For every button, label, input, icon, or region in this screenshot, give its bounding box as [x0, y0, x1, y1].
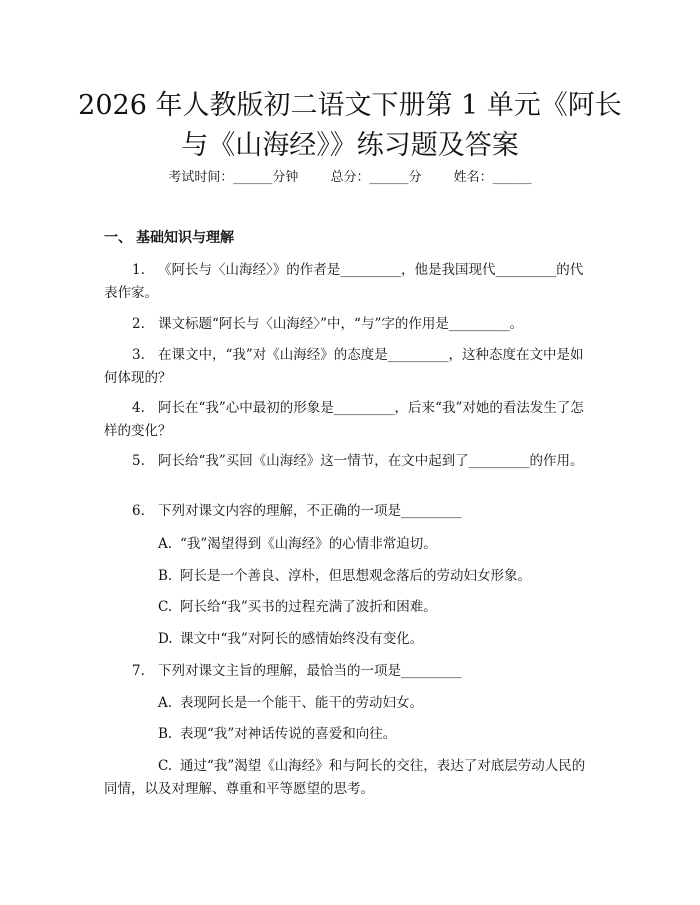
option-letter: C.	[158, 758, 173, 774]
document-title	[60, 86, 640, 166]
section-title: 基础知识与理解	[136, 230, 234, 246]
option-text: 阿长是一个善良、淳朴，但思想观念落后的劳动妇女形象。	[180, 568, 531, 584]
question-text: 课文标题“阿长与〈山海经〉”中，“与”字的作用是_________。	[158, 316, 524, 332]
question-2	[104, 313, 596, 336]
option-letter: D.	[158, 631, 173, 647]
exam-time-field: 考试时间：______分钟	[168, 170, 299, 185]
question-3	[104, 344, 596, 390]
section-number: 一、	[104, 230, 132, 246]
option-letter: A.	[158, 536, 173, 552]
option-letter: C.	[158, 599, 173, 615]
question-4	[104, 397, 596, 443]
option-letter: A.	[158, 695, 173, 711]
question-number: 2.	[132, 316, 145, 332]
q6-option-d	[158, 628, 598, 651]
q6-option-c	[158, 596, 598, 619]
option-text: 表现“我”对神话传说的喜爱和向往。	[180, 726, 397, 742]
option-text: 表现阿长是一个能干、能干的劳动妇女。	[180, 695, 423, 711]
question-text: 下列对课文内容的理解，不正确的一项是_________	[158, 503, 462, 519]
title-line-2: 与《山海经》》练习题及答案	[181, 130, 519, 161]
question-text: 《阿长与〈山海经〉》的作者是_________，他是我国现代_________的代表作家。	[104, 262, 584, 301]
question-number: 6.	[132, 503, 145, 519]
q7-option-a	[158, 692, 598, 715]
exam-meta	[0, 168, 700, 188]
total-score-field: 总分：______分	[330, 170, 422, 185]
student-name-field: 姓名：______	[453, 170, 532, 185]
question-1	[104, 259, 596, 305]
question-text: 阿长在“我”心中最初的形象是_________，后来“我”对她的看法发生了怎样的变化？	[104, 400, 584, 439]
question-text: 阿长给“我”买回《山海经》这一情节，在文中起到了_________的作用。	[158, 453, 584, 469]
question-number: 4.	[132, 400, 145, 416]
question-number: 7.	[132, 663, 145, 679]
option-text: 通过“我”渴望《山海经》和与阿长的交往，表达了对底层劳动人民的同情，以及对理解、尊重和平等愿望的思考。	[104, 758, 586, 797]
section-heading	[104, 228, 234, 248]
question-7	[104, 660, 596, 683]
q6-option-b	[158, 565, 598, 588]
option-text: 阿长给“我”买书的过程充满了波折和困难。	[180, 599, 437, 615]
q6-option-a	[158, 533, 598, 556]
q7-option-b	[158, 723, 598, 746]
title-line-1: 2026 年人教版初二语文下册第 1 单元《阿长	[78, 90, 622, 121]
question-number: 5.	[132, 453, 145, 469]
q7-option-c	[104, 755, 596, 801]
question-text: 在课文中，“我”对《山海经》的态度是_________，这种态度在文中是如何体现的？	[104, 347, 584, 386]
question-number: 3.	[132, 347, 145, 363]
question-6	[104, 500, 596, 523]
option-text: 课文中“我”对阿长的感情始终没有变化。	[180, 631, 424, 647]
option-text: “我”渴望得到《山海经》的心情非常迫切。	[180, 536, 437, 552]
question-5	[104, 450, 596, 473]
option-letter: B.	[158, 568, 173, 584]
question-text: 下列对课文主旨的理解，最恰当的一项是_________	[158, 663, 462, 679]
option-letter: B.	[158, 726, 173, 742]
question-number: 1.	[132, 262, 145, 278]
